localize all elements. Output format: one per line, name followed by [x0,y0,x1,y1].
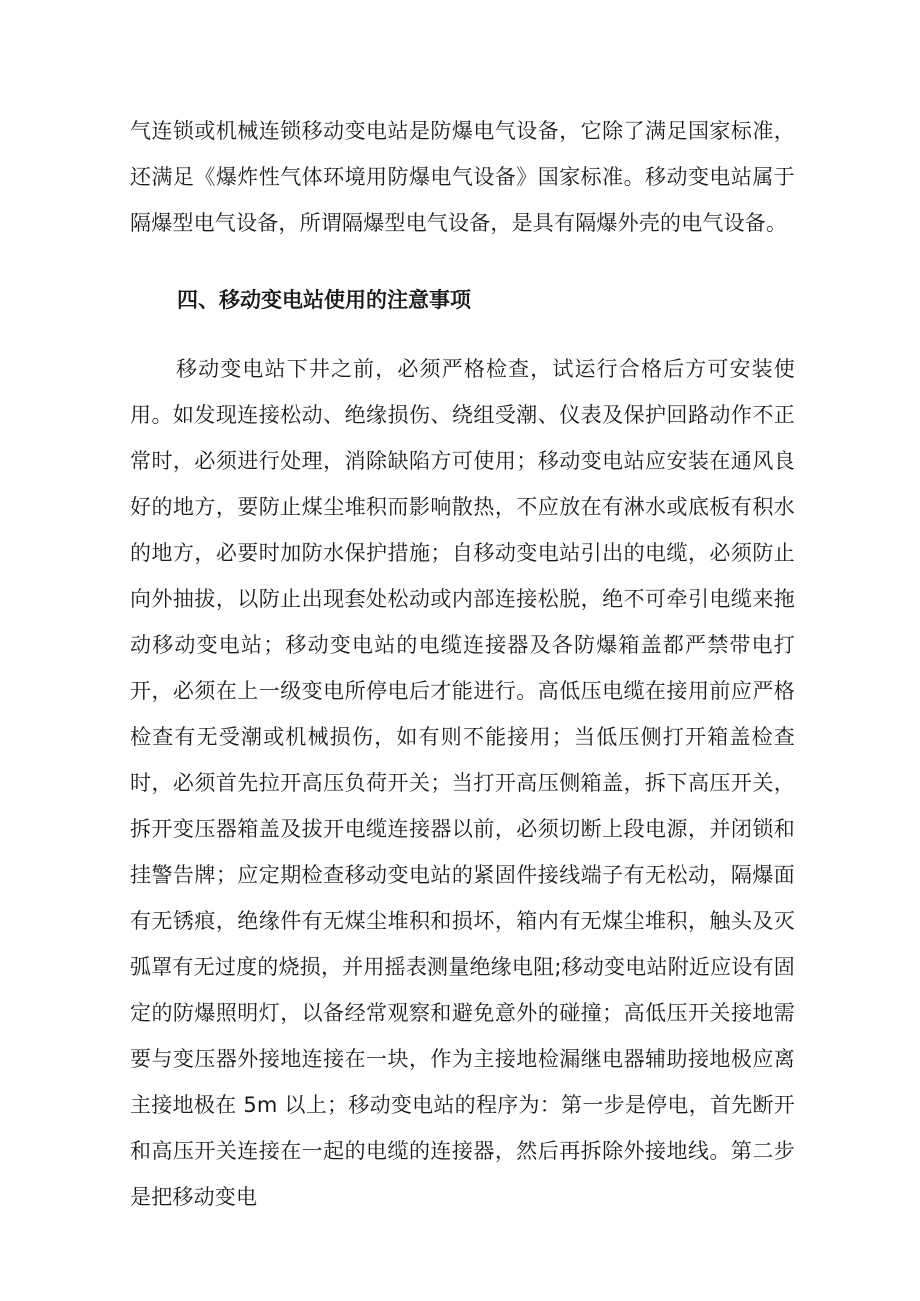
intro-paragraph: 气连锁或机械连锁移动变电站是防爆电气设备，它除了满足国家标准，还满足《爆炸性气体环境用防爆电气设备》国家标准。移动变电站属于隔爆型电气设备，所谓隔爆型电气设备，是具有隔爆外壳的电气设备。 [130,119,795,235]
section-heading: 四、移动变电站使用的注意事项 [177,288,471,312]
main-paragraph: 移动变电站下井之前，必须严格检查，试运行合格后方可安装使用。如发现连接松动、绝缘损伤、绕组受潮、仪表及保护回路动作不正常时，必须进行处理，消除缺陷方可使用；移动变电站应安装在通风良好的地方，要防止煤尘堆积而影响散热，不应放在有淋水或底板有积水的地方，必要时加防水保护措施；自移动变电站引出的电缆，必须防止向外抽拔，以防止出现套处松动或内部连接松脱，绝不可牵引电缆来拖动移动变电站；移动变电站的电缆连接器及各防爆箱盖都严禁带电打开，必须在上一级变电所停电后才能进行。高低压电缆在接用前应严格检查有无受潮或机械损伤，如有则不能接用；当低压侧打开箱盖检查时，必须首先拉开高压负荷开关；当打开高压侧箱盖，拆下高压开关，拆开变压器箱盖及拔开电缆连接器以前，必须切断上段电源，并闭锁和挂警告牌；应定期检查移动变电站的紧固件接线端子有无松动，隔爆面有无锈痕，绝缘件有无煤尘堆积和损坏，箱内有无煤尘堆积，触头及灭弧罩有无过度的烧损，并用摇表测量绝缘电阻;移动变电站附近应设有固定的防爆照明灯，以备经常观察和避免意外的碰撞；高低压开关接地需要与变压器外接地连接在一块，作为主接地检漏继电器辅助接地极应离主接地极在 5m 以上；移动变电站的程序为：第一步是停电，首先断开和高压开关连接在一起的电缆的连接器，然后再拆除外接地线。第二步是把移动变电 [130,357,795,1209]
